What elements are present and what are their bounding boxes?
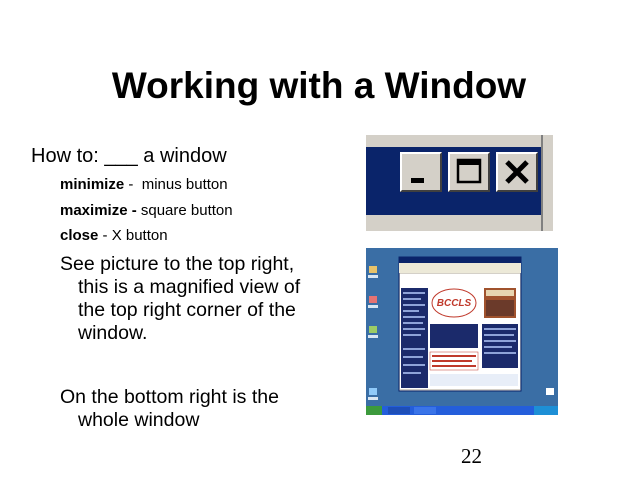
item-desc: square button xyxy=(140,202,233,219)
maximize-button[interactable] xyxy=(448,152,490,192)
whole-window-screenshot xyxy=(366,248,558,415)
paragraph-bottom-picture: On the bottom right is the whole window xyxy=(60,386,279,431)
item-sep: - xyxy=(98,227,112,244)
window-frame-right xyxy=(541,135,553,231)
close-icon xyxy=(498,154,536,190)
close-button[interactable] xyxy=(496,152,538,192)
howto-line: How to: ___ a window xyxy=(31,145,227,167)
desktop-screenshot xyxy=(366,248,558,415)
minimize-button[interactable] xyxy=(400,152,442,192)
item-desc: minus button xyxy=(137,176,228,193)
minimize-icon xyxy=(402,154,440,190)
item-desc: X button xyxy=(111,227,168,244)
maximize-icon xyxy=(450,154,488,190)
magnified-window-corner xyxy=(366,135,553,231)
slide-title: Working with a Window xyxy=(111,65,527,106)
item-minimize xyxy=(60,176,228,194)
item-sep: - xyxy=(124,176,138,193)
item-maximize xyxy=(60,202,233,220)
item-term: maximize - xyxy=(60,202,137,219)
item-term: close xyxy=(60,227,99,244)
page-number: 22 xyxy=(461,444,482,468)
item-close xyxy=(60,227,168,245)
logo-text: BCCLS xyxy=(436,298,472,309)
item-term: minimize xyxy=(60,176,125,193)
paragraph-top-picture: See picture to the top right, this is a magnified view of the top right corner of the window. xyxy=(60,253,301,344)
